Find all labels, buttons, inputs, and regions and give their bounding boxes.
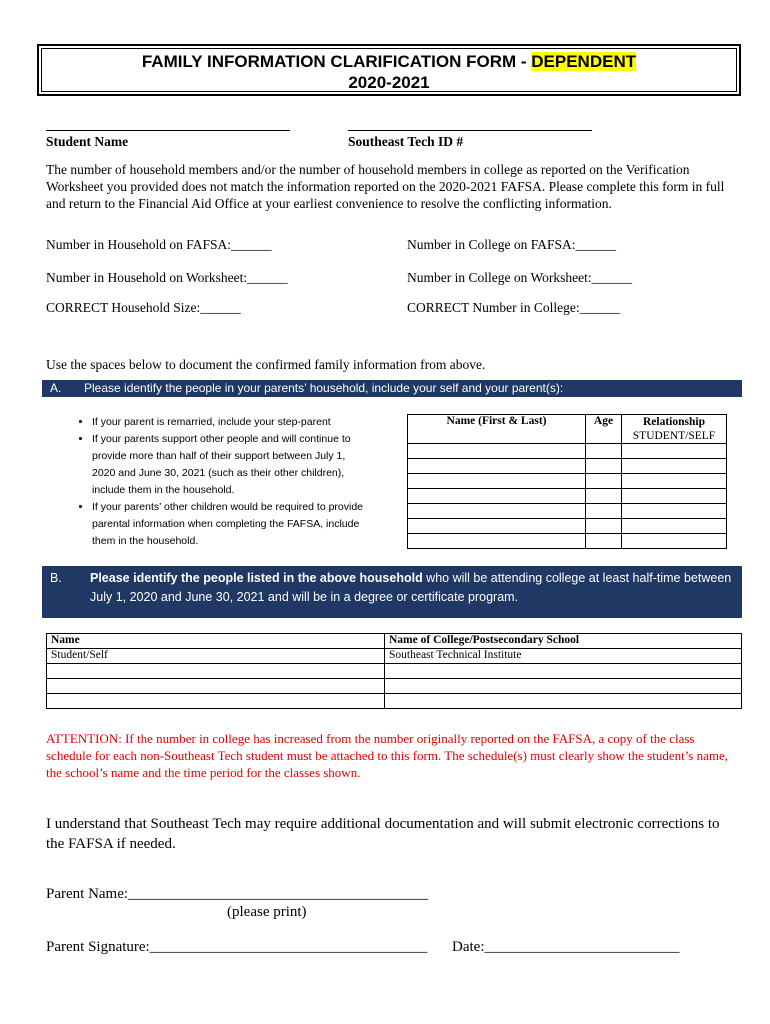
section-b-letter: B.: [50, 571, 62, 585]
bullet-item: • If your parents support other people and will continue to provide more than half of their support between July 1, 2020 and June 30, 2021 (such as their other children), include them in the household.: [92, 431, 366, 499]
table-row[interactable]: [47, 649, 742, 664]
intro-paragraph: The number of household members and/or the number of household members in college as reported on the Verification Worksheet you provided does not match the information reported on the 2020-2021 FAFSA. Please complete this form in full and return to the Financial Aid Office at your earliest convenience to resolve the conflicting information.: [46, 162, 725, 211]
school-cell: Southeast Technical Institute: [385, 649, 742, 664]
title-dependent-highlight: DEPENDENT: [531, 52, 637, 71]
table-row[interactable]: [408, 519, 727, 534]
header-age: Age: [586, 415, 622, 444]
bullet-item: • If your parent is remarried, include your step-parent: [92, 414, 366, 431]
table-row[interactable]: [47, 664, 742, 679]
header-relationship-text: Relationship: [643, 416, 705, 428]
college-worksheet-field[interactable]: Number in College on Worksheet:______: [407, 270, 633, 285]
table-row[interactable]: [408, 504, 727, 519]
header-name: Name (First & Last): [408, 415, 586, 444]
section-b-heading-bold: Please identify the people listed in the above household: [90, 571, 423, 585]
form-title: [39, 51, 739, 72]
household-table: [407, 414, 727, 549]
section-a-header: [42, 380, 742, 397]
student-self-cell: Student/Self: [47, 649, 385, 664]
form-year: 2020-2021: [348, 73, 430, 92]
header-college-name: Name of College/Postsecondary School: [385, 634, 742, 649]
relationship-student-self: STUDENT/SELF: [632, 430, 716, 442]
student-name-line[interactable]: [46, 130, 290, 131]
section-b-header: [42, 566, 742, 618]
tech-id-line[interactable]: [348, 130, 592, 131]
section-a-instructions: [56, 414, 366, 550]
section-a-letter: A.: [50, 381, 62, 395]
college-fafsa-field[interactable]: Number in College on FAFSA:______: [407, 237, 616, 252]
section-b-heading-rest: who will be attending college at least half-time between July 1, 2020 and June 30, 2021 and will be in a degree or certificate program.: [90, 571, 732, 604]
tech-id-label: Southeast Tech ID #: [348, 134, 464, 149]
correct-household-field[interactable]: CORRECT Household Size:______: [46, 300, 241, 315]
table-row[interactable]: [408, 489, 727, 504]
table-row[interactable]: [408, 534, 727, 549]
table-row[interactable]: [408, 459, 727, 474]
please-print-note: (please print): [227, 904, 307, 920]
parent-signature-field[interactable]: Parent Signature:_____________________________________: [46, 939, 428, 955]
correct-college-field[interactable]: CORRECT Number in College:______: [407, 300, 621, 315]
table-row[interactable]: [47, 694, 742, 709]
title-main: FAMILY INFORMATION CLARIFICATION FORM -: [141, 52, 532, 71]
household-fafsa-field[interactable]: Number in Household on FAFSA:______: [46, 237, 272, 252]
header-student-name: Name: [47, 634, 385, 649]
table-row[interactable]: [408, 444, 727, 459]
bullet-item: • If your parents’ other children would be required to provide parental information when completing the FAFSA, include them in the household.: [92, 499, 366, 550]
header-relationship: [622, 415, 727, 444]
date-field[interactable]: Date:__________________________: [452, 939, 680, 955]
understanding-statement: I understand that Southeast Tech may require additional documentation and will submit electronic corrections to the FAFSA if needed.: [46, 816, 720, 852]
household-worksheet-field[interactable]: Number in Household on Worksheet:______: [46, 270, 288, 285]
table-row[interactable]: [47, 679, 742, 694]
form-title-box: [37, 44, 741, 96]
section-a-heading: Please identify the people in your parents’ household, include your self and your parent(s):: [84, 381, 564, 395]
college-table: [46, 633, 742, 709]
table-row[interactable]: [408, 474, 727, 489]
attention-notice: ATTENTION: If the number in college has increased from the number originally reported on the FAFSA, a copy of the class schedule for each non-Southeast Tech student must be attached to this form. The schedule(s) must clearly show the student’s name, the school’s name and the time period for the classes shown.: [46, 731, 729, 780]
use-spaces-text: Use the spaces below to document the confirmed family information from above.: [46, 357, 486, 372]
student-name-label: Student Name: [46, 134, 129, 149]
parent-name-field[interactable]: Parent Name:________________________________________: [46, 886, 429, 902]
